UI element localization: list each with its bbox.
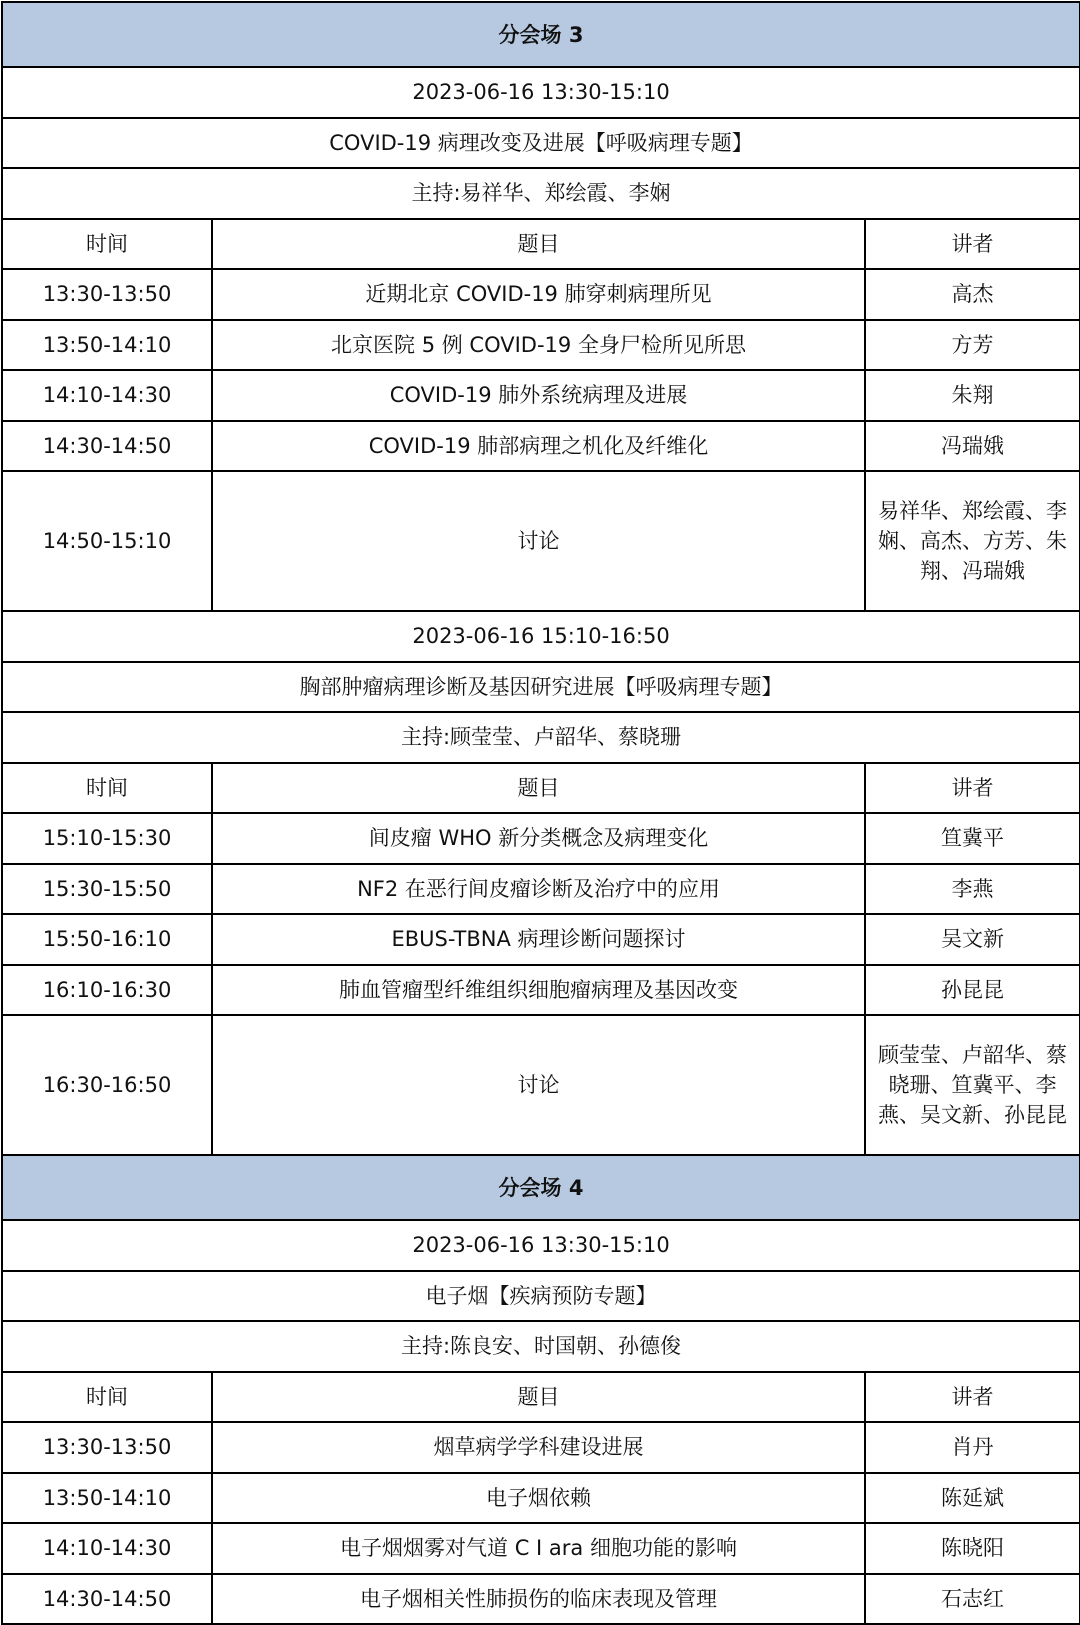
row-title: 近期北京 COVID-19 肺穿刺病理所见 xyxy=(212,269,865,320)
row-speaker: 易祥华、郑绘霞、李娴、高杰、方芳、朱翔、冯瑞娥 xyxy=(865,471,1080,611)
session-chairs: 主持:陈良安、时国朝、孙德俊 xyxy=(2,1321,1080,1372)
row-speaker: 方芳 xyxy=(865,320,1080,371)
table-row-discussion xyxy=(2,471,1080,611)
row-speaker: 陈晓阳 xyxy=(865,1523,1080,1574)
session-topic: 胸部肿瘤病理诊断及基因研究进展【呼吸病理专题】 xyxy=(2,662,1080,713)
row-speaker: 孙昆昆 xyxy=(865,965,1080,1016)
row-time: 14:50-15:10 xyxy=(2,471,212,611)
session-datetime: 2023-06-16 13:30-15:10 xyxy=(2,1220,1080,1271)
row-title: 电子烟依赖 xyxy=(212,1473,865,1524)
table-row xyxy=(2,1473,1080,1524)
table-row xyxy=(2,813,1080,864)
row-time: 15:10-15:30 xyxy=(2,813,212,864)
table-row xyxy=(2,1574,1080,1625)
column-header-time: 时间 xyxy=(2,1372,212,1423)
row-title: NF2 在恶行间皮瘤诊断及治疗中的应用 xyxy=(212,864,865,915)
column-header-title: 题目 xyxy=(212,763,865,814)
column-header-row xyxy=(2,1372,1080,1423)
hall-title: 分会场 4 xyxy=(2,1155,1080,1220)
column-header-title: 题目 xyxy=(212,219,865,270)
table-row xyxy=(2,914,1080,965)
row-title: COVID-19 肺外系统病理及进展 xyxy=(212,370,865,421)
row-time: 16:30-16:50 xyxy=(2,1015,212,1155)
column-header-title: 题目 xyxy=(212,1372,865,1423)
row-time: 15:50-16:10 xyxy=(2,914,212,965)
session-chairs: 主持:易祥华、郑绘霞、李娴 xyxy=(2,168,1080,219)
column-header-row xyxy=(2,763,1080,814)
row-title: 讨论 xyxy=(212,471,865,611)
row-time: 13:50-14:10 xyxy=(2,1473,212,1524)
row-title: COVID-19 肺部病理之机化及纤维化 xyxy=(212,421,865,472)
row-speaker: 朱翔 xyxy=(865,370,1080,421)
row-speaker: 吴文新 xyxy=(865,914,1080,965)
column-header-time: 时间 xyxy=(2,763,212,814)
row-title: 北京医院 5 例 COVID-19 全身尸检所见所思 xyxy=(212,320,865,371)
row-title: 肺血管瘤型纤维组织细胞瘤病理及基因改变 xyxy=(212,965,865,1016)
table-row xyxy=(2,320,1080,371)
row-speaker: 陈延斌 xyxy=(865,1473,1080,1524)
row-title: 间皮瘤 WHO 新分类概念及病理变化 xyxy=(212,813,865,864)
row-time: 14:10-14:30 xyxy=(2,370,212,421)
row-time: 14:10-14:30 xyxy=(2,1523,212,1574)
row-speaker: 李燕 xyxy=(865,864,1080,915)
row-title: 电子烟烟雾对气道 C Ⅰ ara 细胞功能的影响 xyxy=(212,1523,865,1574)
row-title: 烟草病学学科建设进展 xyxy=(212,1422,865,1473)
column-header-row xyxy=(2,219,1080,270)
session-datetime: 2023-06-16 13:30-15:10 xyxy=(2,67,1080,118)
row-speaker: 冯瑞娥 xyxy=(865,421,1080,472)
row-title: 讨论 xyxy=(212,1015,865,1155)
table-row xyxy=(2,1523,1080,1574)
row-speaker: 顾莹莹、卢韶华、蔡晓珊、笪冀平、李燕、吴文新、孙昆昆 xyxy=(865,1015,1080,1155)
row-title: 电子烟相关性肺损伤的临床表现及管理 xyxy=(212,1574,865,1625)
hall-header-row xyxy=(2,1155,1080,1220)
row-title: EBUS-TBNA 病理诊断问题探讨 xyxy=(212,914,865,965)
row-speaker: 石志红 xyxy=(865,1574,1080,1625)
row-time: 15:30-15:50 xyxy=(2,864,212,915)
column-header-speaker: 讲者 xyxy=(865,1372,1080,1423)
table-row xyxy=(2,965,1080,1016)
table-row-discussion xyxy=(2,1015,1080,1155)
row-time: 13:50-14:10 xyxy=(2,320,212,371)
session-topic: 电子烟【疾病预防专题】 xyxy=(2,1271,1080,1322)
table-row xyxy=(2,1422,1080,1473)
column-header-time: 时间 xyxy=(2,219,212,270)
column-header-speaker: 讲者 xyxy=(865,219,1080,270)
table-row xyxy=(2,421,1080,472)
row-speaker: 肖丹 xyxy=(865,1422,1080,1473)
table-row xyxy=(2,269,1080,320)
row-time: 16:10-16:30 xyxy=(2,965,212,1016)
table-row xyxy=(2,864,1080,915)
session-chairs: 主持:顾莹莹、卢韶华、蔡晓珊 xyxy=(2,712,1080,763)
column-header-speaker: 讲者 xyxy=(865,763,1080,814)
session-topic: COVID-19 病理改变及进展【呼吸病理专题】 xyxy=(2,118,1080,169)
row-speaker: 笪冀平 xyxy=(865,813,1080,864)
session-datetime: 2023-06-16 15:10-16:50 xyxy=(2,611,1080,662)
row-time: 13:30-13:50 xyxy=(2,269,212,320)
table-row xyxy=(2,370,1080,421)
row-time: 13:30-13:50 xyxy=(2,1422,212,1473)
hall-title: 分会场 3 xyxy=(2,2,1080,67)
hall-header-row xyxy=(2,2,1080,67)
row-speaker: 高杰 xyxy=(865,269,1080,320)
row-time: 14:30-14:50 xyxy=(2,1574,212,1625)
row-time: 14:30-14:50 xyxy=(2,421,212,472)
schedule-table xyxy=(1,1,1080,1625)
